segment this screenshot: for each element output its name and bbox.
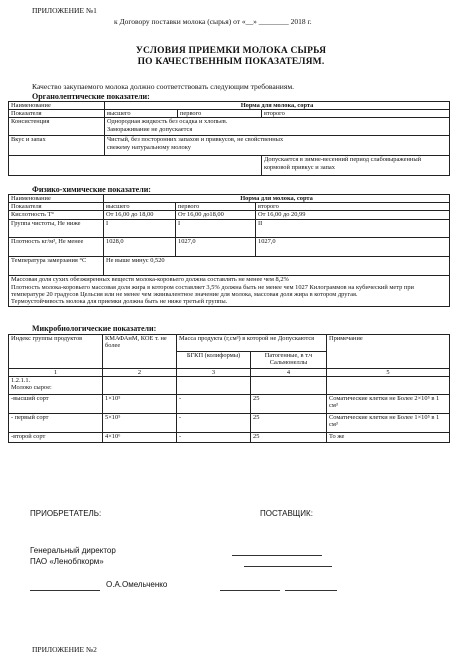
pc-col-norm: Норма для молока, сорта xyxy=(104,195,450,203)
micro-col-note: Примечание xyxy=(327,335,450,369)
contract-reference: к Договору поставки молока (сырья) от «__» ________ 2018 г. xyxy=(114,17,312,26)
micro-col-mass: Масса продукта (г,см³) в которой не Допускаются xyxy=(177,335,327,352)
doc-title-line1: УСЛОВИЯ ПРИЕМКИ МОЛОКА СЫРЬЯ xyxy=(135,46,327,56)
micro-row-high-bgkp: - xyxy=(177,395,251,414)
micro-group-name: Молоко сырое: xyxy=(11,384,52,392)
supplier-label: ПОСТАВЩИК: xyxy=(260,509,313,518)
pc-temp-value: Не выше минус 0,520 xyxy=(104,257,450,276)
physchem-table xyxy=(8,194,450,307)
pc-grade-second: второго xyxy=(256,203,450,211)
org-grade-first: первого xyxy=(178,110,262,118)
pc-purity-first: I xyxy=(176,220,256,238)
signatory-name: О.А.Омельченко xyxy=(106,580,168,589)
micro-row-first-path: 25 xyxy=(251,414,327,433)
micro-row-high-note: Соматические клетки не Более 2×10⁵ в 1 см³ xyxy=(327,395,450,414)
micro-row-second-path: 25 xyxy=(251,433,327,443)
appendix2-label: ПРИЛОЖЕНИЕ №2 xyxy=(32,645,97,654)
doc-title-line2: ПО КАЧЕСТВЕННЫМ ПОКАЗАТЕЛЯМ. xyxy=(137,57,325,67)
micro-empty-4 xyxy=(251,377,327,395)
micro-table xyxy=(8,334,450,443)
org-col-norm: Норма для молока, сорта xyxy=(105,102,450,110)
pc-purity-label: Группа чистоты, Не ниже xyxy=(9,220,104,238)
supplier-signature-line xyxy=(220,590,280,591)
micro-col-pathogen: Патогенные, в т.ч Сальмонеллы xyxy=(251,352,327,369)
pc-note-thermo: Термоустойчивость молока для приемки должна быть не ниже третьей группы. xyxy=(11,298,228,306)
micro-row-first-name: - первый сорт xyxy=(9,414,103,433)
organoleptic-table xyxy=(8,101,450,176)
micro-row-second-note: То же xyxy=(327,433,450,443)
supplier-director-line xyxy=(232,555,322,556)
pc-purity-second: II xyxy=(256,220,450,238)
org-spring-empty xyxy=(9,156,262,176)
micro-row-first-bgkp: - xyxy=(177,414,251,433)
pc-purity-high: I xyxy=(104,220,176,238)
pc-acidity-label: Кислотность Т° xyxy=(9,211,104,220)
micro-empty-3 xyxy=(177,377,251,395)
supplier-company-line xyxy=(244,566,332,567)
org-consistency-label: Консистенция xyxy=(9,118,105,136)
org-consistency-value: Однородная жидкость без осадка и хлопьев. Замораживание не допускается xyxy=(105,118,450,136)
org-grade-high: высшего xyxy=(105,110,178,118)
micro-num-2: 2 xyxy=(103,369,177,377)
pc-col-param: Показателя xyxy=(9,203,104,211)
intro-text: Качество закупаемого молока должно соответствовать следующим требованиям. xyxy=(32,82,295,91)
pc-grade-high: высшего xyxy=(104,203,176,211)
organoleptic-heading: Органолептические показатели: xyxy=(32,92,150,101)
micro-row-high-kmaf: 1×10⁵ xyxy=(103,395,177,414)
micro-group-cell xyxy=(9,377,103,395)
pc-grade-first: первого xyxy=(176,203,256,211)
micro-row-second-name: -второй сорт xyxy=(9,433,103,443)
micro-row-second-bgkp: - xyxy=(177,433,251,443)
pc-note-density: Плотность молока-коровьего массовая доля жира в котором составляет 3,5% должна быть не менее чем 1027 Килограммов на кубический метр при температуре 20 градусов Цельсия или не менее чем эквивалентное значение для молока, массовая доля жира в котором другая. xyxy=(11,283,414,299)
micro-row-high-name: -высший сорт xyxy=(9,395,103,414)
company-label: ПАО «Ленобпкорм» xyxy=(30,557,104,566)
pc-density-second: 1027,0 xyxy=(256,238,450,257)
micro-heading: Микробиологические показатели: xyxy=(32,324,157,333)
pc-density-first: 1027,0 xyxy=(176,238,256,257)
pc-col-name: Наименование xyxy=(9,195,104,203)
buyer-signature-line xyxy=(30,590,100,591)
org-col-param: Показателя xyxy=(9,110,105,118)
physchem-heading: Физико-химические показатели: xyxy=(32,185,151,194)
micro-group-code: 1.2.1.1. xyxy=(11,377,31,385)
micro-col-kmafanm: КМАФАнМ, КОЕ т. не более xyxy=(103,335,177,369)
pc-temp-label: Температура замерзания °С xyxy=(9,257,104,276)
micro-col-index: Индекс группы продуктов xyxy=(9,335,103,369)
supplier-name-line xyxy=(285,590,337,591)
pc-acidity-first: От 16,00 до18,00 xyxy=(176,211,256,220)
micro-empty-5 xyxy=(327,377,450,395)
pc-acidity-second: От 16,00 до 20,99 xyxy=(256,211,450,220)
pc-density-label: Плотность кг/м³, Не менее xyxy=(9,238,104,257)
org-grade-second: второго xyxy=(262,110,450,118)
micro-empty-2 xyxy=(103,377,177,395)
pc-note-fat: Массовая доля сухих обезжиренных веществ молока-коровьего должна составлять не менее чем 8,2% xyxy=(11,276,289,284)
micro-num-5: 5 xyxy=(327,369,450,377)
micro-row-first-note: Соматические клетки не Более 1×10⁵ в 1 см³ xyxy=(327,414,450,433)
org-spring-note: Допускается в зимне-весенний период слабовыраженный кормовой привкус и запах xyxy=(262,156,450,176)
micro-num-4: 4 xyxy=(251,369,327,377)
org-taste-value: Чистый, без посторонних запахов и привкусов, не свойственных свежему натуральному молоку xyxy=(105,136,450,156)
buyer-label: ПРИОБРЕТАТЕЛЬ: xyxy=(30,509,102,518)
micro-col-bgkp: БГКП (колиформы) xyxy=(177,352,251,369)
pc-density-high: 1028,0 xyxy=(104,238,176,257)
micro-row-first-kmaf: 5×10⁵ xyxy=(103,414,177,433)
micro-row-second-kmaf: 4×10⁶ xyxy=(103,433,177,443)
director-label: Генеральный директор xyxy=(30,546,116,555)
micro-num-3: 3 xyxy=(177,369,251,377)
micro-row-high-path: 25 xyxy=(251,395,327,414)
appendix-label: ПРИЛОЖЕНИЕ №1 xyxy=(32,6,97,15)
micro-num-1: 1 xyxy=(9,369,103,377)
org-col-name: Наименование xyxy=(9,102,105,110)
pc-acidity-high: От 16,00 до 18,00 xyxy=(104,211,176,220)
org-taste-label: Вкус и запах xyxy=(9,136,105,156)
pc-notes-cell xyxy=(9,276,450,306)
